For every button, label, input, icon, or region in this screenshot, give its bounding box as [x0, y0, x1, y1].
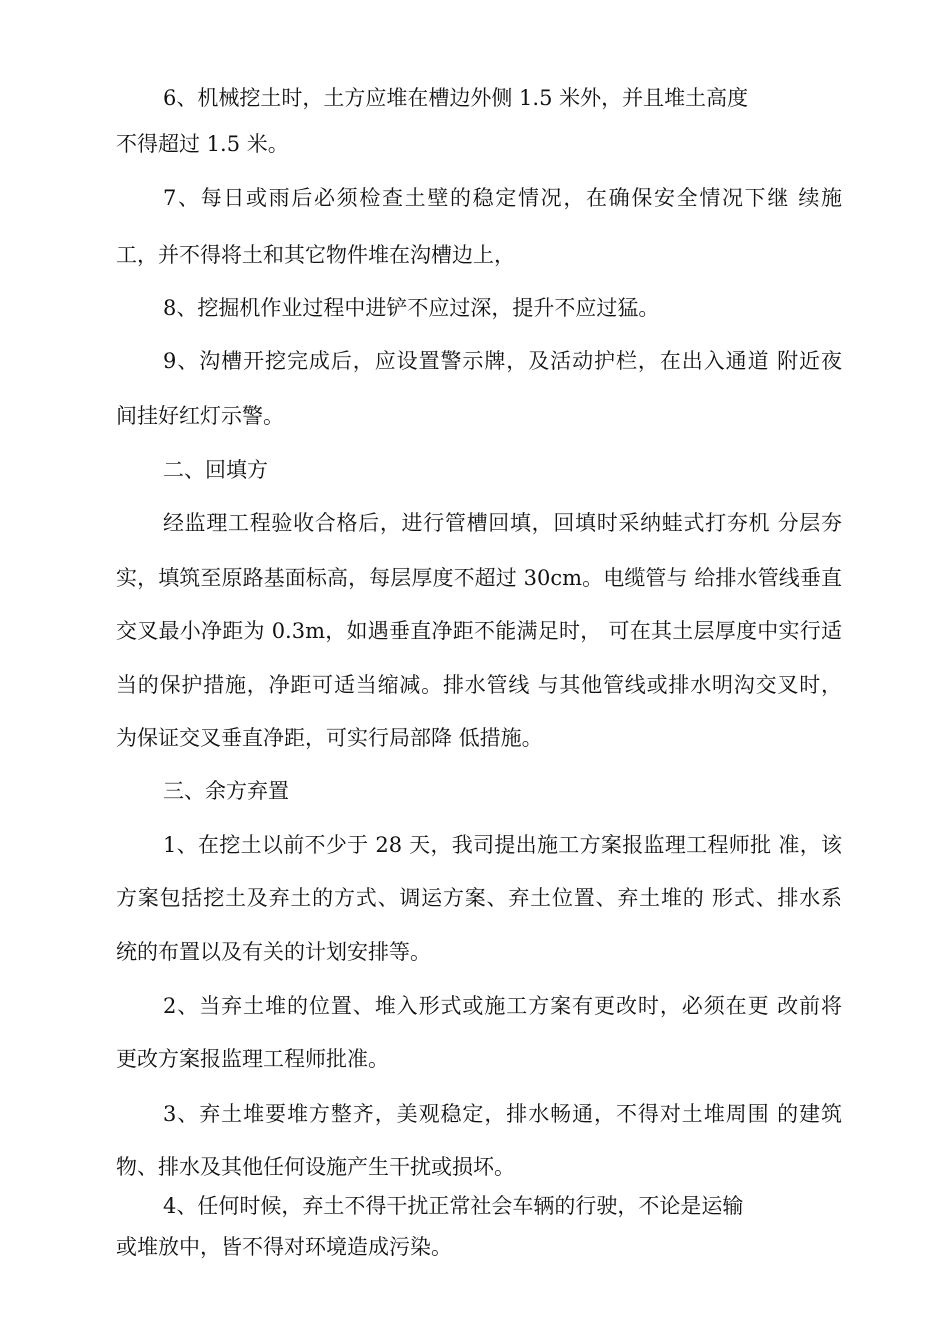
item-7-line-1: 7、每日或雨后必须检查土壁的稳定情况，在确保安全情况下继 续施: [163, 186, 842, 210]
section-heading-surplus: 三、余方弃置: [163, 779, 289, 803]
surplus-item-1-line-1: 1、在挖土以前不少于 28 天，我司提出施工方案报监理工程师批 准，该: [163, 833, 842, 857]
backfill-line-5: 为保证交叉垂直净距，可实行局部降 低措施。: [116, 726, 543, 750]
surplus-item-2-line-1: 2、当弃土堆的位置、堆入形式或施工方案有更改时，必须在更 改前将: [163, 994, 842, 1018]
backfill-line-1: 经监理工程验收合格后，进行管槽回填，回填时采纳蛙式打夯机 分层夯: [163, 511, 842, 535]
section-heading-backfill: 二、回填方: [163, 458, 268, 482]
item-9-line-1: 9、沟槽开挖完成后，应设置警示牌，及活动护栏，在出入通道 附近夜: [163, 349, 842, 373]
item-7-line-2: 工，并不得将土和其它物件堆在沟槽边上，: [116, 243, 515, 267]
surplus-item-3-line-2: 物、排水及其他任何设施产生干扰或损坏。: [116, 1155, 515, 1179]
surplus-item-1-line-2: 方案包括挖土及弃土的方式、调运方案、弃土位置、弃土堆的 形式、排水系: [116, 886, 842, 910]
item-6-line-1: 6、机械挖土时，土方应堆在槽边外侧 1.5 米外，并且堆土高度: [163, 86, 749, 110]
backfill-line-4: 当的保护措施，净距可适当缩减。排水管线 与其他管线或排水明沟交叉时，: [116, 673, 842, 697]
backfill-line-2: 实，填筑至原路基面标高，每层厚度不超过 30cm。电缆管与 给排水管线垂直: [116, 566, 842, 590]
item-8-line-1: 8、挖掘机作业过程中进铲不应过深，提升不应过猛。: [163, 296, 660, 320]
surplus-item-4-line-2: 或堆放中，皆不得对环境造成污染。: [116, 1235, 452, 1259]
surplus-item-1-line-3: 统的布置以及有关的计划安排等。: [116, 940, 431, 964]
item-9-line-2: 间挂好红灯示警。: [116, 404, 284, 428]
surplus-item-4-line-1: 4、任何时候，弃土不得干扰正常社会车辆的行驶，不论是运输: [163, 1194, 744, 1218]
surplus-item-2-line-2: 更改方案报监理工程师批准。: [116, 1047, 389, 1071]
backfill-line-3: 交叉最小净距为 0.3m，如遇垂直净距不能满足时， 可在其土层厚度中实行适: [116, 619, 842, 643]
surplus-item-3-line-1: 3、弃土堆要堆方整齐，美观稳定，排水畅通，不得对土堆周围 的建筑: [163, 1102, 842, 1126]
item-6-line-2: 不得超过 1.5 米。: [116, 132, 289, 156]
